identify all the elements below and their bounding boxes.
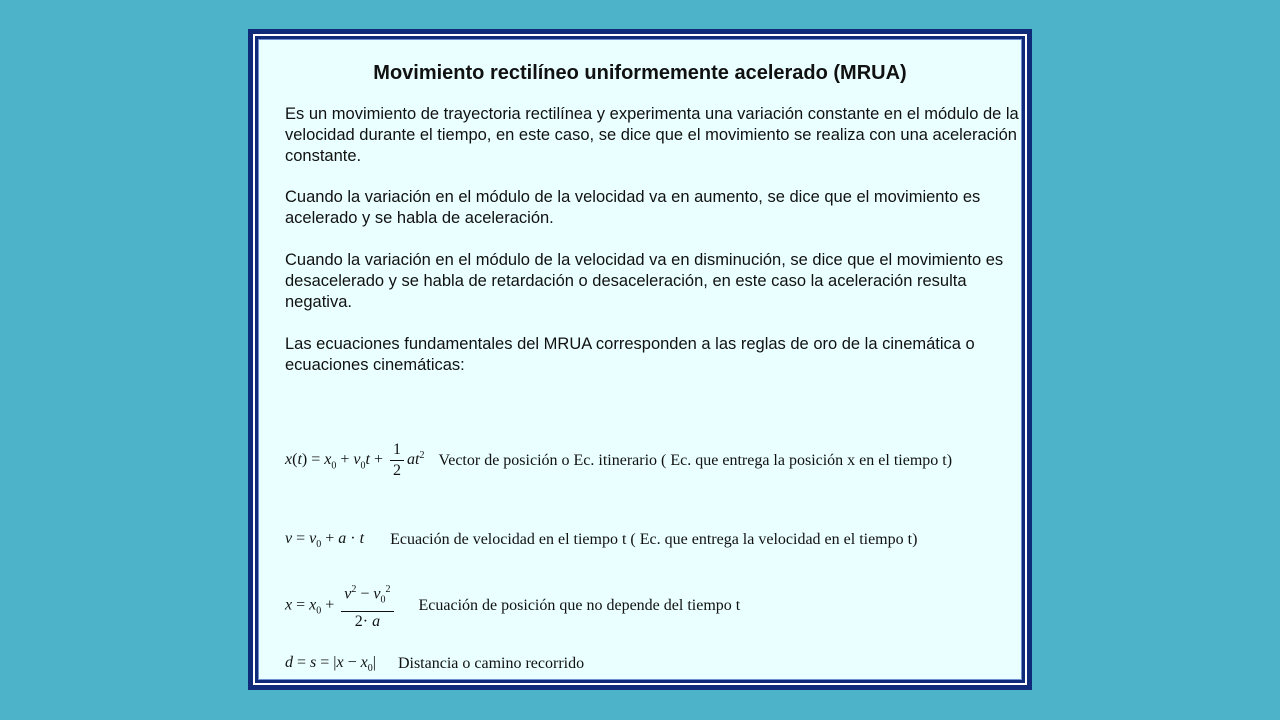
page-title: Movimiento rectilíneo uniformemente acelerado (MRUA): [373, 62, 907, 84]
equation-timeless: [285, 580, 740, 632]
timeless-description: Ecuación de posición que no depende del tiempo t: [418, 596, 741, 614]
slide-frame: [248, 29, 1032, 690]
frame-border: [253, 34, 1027, 685]
velocity-formula: $v = v_0 + a \cdot t$: [285, 530, 365, 551]
paragraph-definition: Es un movimiento de trayectoria rectilínea y experimenta una variación constante en el módulo de la velocidad durante el tiempo, en este caso, se dice que el movimiento se realiza con una aceleración constante.: [285, 105, 1019, 165]
content-panel: [258, 39, 1022, 680]
equation-velocity: [285, 530, 917, 550]
distance-description: Distancia o camino recorrido: [397, 655, 585, 673]
equation-position: [285, 440, 952, 481]
paragraph-equations-intro: Las ecuaciones fundamentales del MRUA corresponden a las reglas de oro de la cinemática o ecuaciones cinemáticas:: [285, 335, 975, 374]
velocity-description: Ecuación de velocidad en el tiempo t ( Ec. que entrega la velocidad en el tiempo t): [390, 531, 918, 549]
distance-formula: $d = s = |x - x_0|$: [285, 654, 376, 675]
timeless-formula: $x = x_0$ + $\frac{v^2 - v_0^2}{2\cdot a}$: [285, 580, 397, 632]
equation-distance: [285, 654, 584, 674]
paragraph-deceleration: Cuando la variación en el módulo de la velocidad va en disminución, se dice que el movimiento es desacelerado y se habla de retardación o desaceleración, en este caso la aceleración resulta negativa.: [285, 251, 1004, 311]
position-description: Vector de posición o Ec. itinerario ( Ec. que entrega la posición x en el tiempo t): [438, 451, 953, 469]
paragraph-acceleration: Cuando la variación en el módulo de la velocidad va en aumento, se dice que el movimiento es acelerado y se habla de aceleración.: [285, 188, 981, 227]
position-formula: $x(t) = x_0 + v_0t$ + $\frac{1}{2}$ $at^2$: [285, 441, 425, 479]
